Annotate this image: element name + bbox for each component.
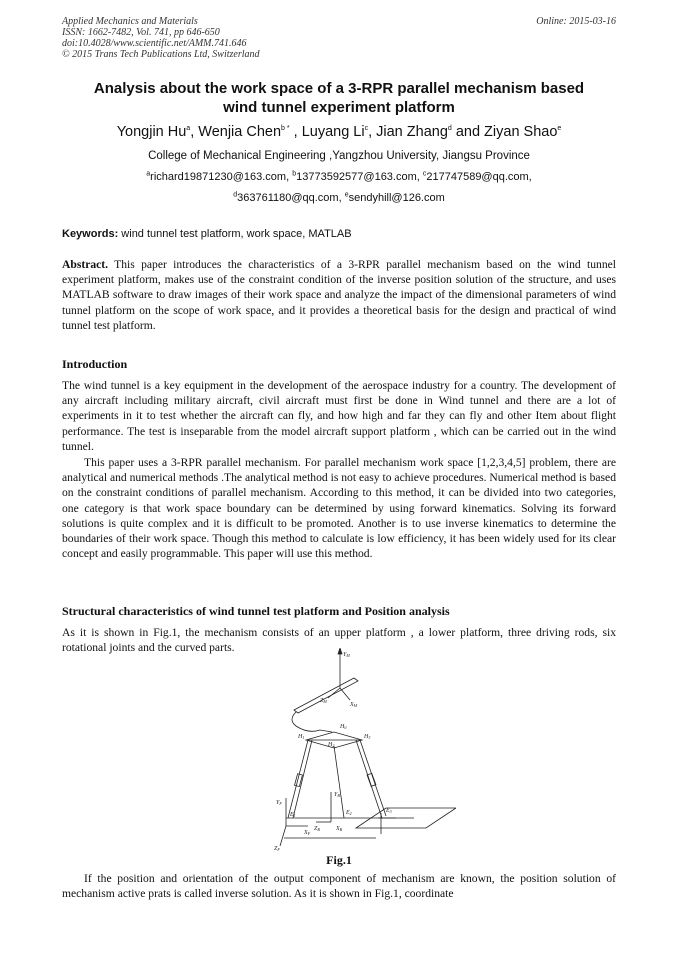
label-e2: E2 (346, 810, 352, 816)
label-h2: H2 (328, 742, 335, 748)
author-sep: , (289, 124, 302, 140)
label-xb: XB (336, 826, 343, 832)
label-yf: YF (276, 800, 282, 806)
model-rod (294, 678, 358, 713)
rod-3 (360, 740, 386, 816)
label-e1: E1 (290, 812, 296, 818)
author-sup: a (186, 125, 191, 133)
keywords-label: Keywords: (62, 228, 119, 240)
email-line-2 (62, 192, 616, 204)
label-zm: ZM (320, 698, 327, 704)
label-ym: YM (343, 652, 350, 658)
zm-axis (328, 688, 340, 698)
label-zf: ZF (274, 846, 280, 852)
author-name: Ziyan Shao (484, 124, 558, 140)
paper-title (62, 79, 616, 117)
abstract-label: Abstract. (62, 258, 109, 271)
affiliation: College of Mechanical Engineering ,Yangzhou University, Jiangsu Province (148, 150, 530, 162)
author-name: Luyang Li (301, 124, 365, 140)
rod-1 (288, 740, 308, 818)
introduction-paragraph-1: The wind tunnel is a key equipment in the development of the aerospace industry for a country. The development of any aircraft including military aircraft, civil aircraft must first be done in Wind tunnel and there are a lot of experiments in it to test whether the aircraft can fly, and how high and far they can fly and other Item about flight performance. The test is inseparable from the model aircraft support platform , which can be carried out in the wind tunnel. (62, 379, 616, 453)
doi: doi:10.4028/www.scientific.net/AMM.741.646 (62, 38, 247, 49)
author-sep: and (451, 124, 485, 140)
abstract-text: This paper introduces the characteristics of a 3-RPR parallel mechanism based on the wind tunnel experiment platform, makes use of the constraint condition of the inverse position solution of the structure, and uses MATLAB software to draw images of their work space and analyze the impact of the dimensional parameters of wind tunnel platform on the scope of work space, and it provides a theoretical basis for the design and practical of wind tunnel test platform. (62, 258, 616, 332)
author-sep: , (190, 124, 199, 140)
label-h0: H0 (340, 724, 347, 730)
zf-axis (280, 826, 286, 846)
label-e3: E3 (386, 808, 392, 814)
journal-header (62, 16, 260, 60)
xm-axis (340, 688, 350, 700)
email-sup: c (422, 170, 427, 178)
title-line-2: wind tunnel experiment platform (223, 99, 455, 116)
structural-heading: Structural characteristics of wind tunnel test platform and Position analysis (62, 604, 450, 618)
email[interactable]: richard19871230@163.com, (150, 171, 293, 183)
mechanism-figure (236, 648, 456, 852)
label-zb: ZB (314, 826, 320, 832)
curved-part (292, 712, 332, 732)
introduction-heading: Introduction (62, 357, 128, 371)
label-yb: YB (334, 792, 340, 798)
author-sep: , (368, 124, 377, 140)
author-list (62, 124, 616, 140)
author-name: Jian Zhang (376, 124, 448, 140)
label-xm: XM (350, 702, 358, 708)
title-line-1: Analysis about the work space of a 3-RPR parallel mechanism based (93, 80, 585, 97)
email-sup: e (344, 191, 349, 199)
email-line-1 (62, 171, 616, 183)
email[interactable]: 217747589@qq.com, (426, 171, 532, 183)
email[interactable]: sendyhill@126.com (348, 192, 445, 204)
keywords (62, 228, 616, 240)
position-paragraph: If the position and orientation of the output component of mechanism are known, the position solution of mechanism active prats is called inverse solution. As it is shown in Fig.1, coordinate (62, 872, 616, 901)
introduction-paragraph-2: This paper uses a 3-RPR parallel mechanism. For parallel mechanism work space [1,2,3,4,5] problem, there are analytical and numerical methods .The analytical method is not easy to achieve procedures. Numerical method is based on the constraint conditions of parallel mechanism. According to this method, it can be divided into two categories, one category is that work space boundary can be determined by using forward kinematics. Solving its forward solutions is quite complex and it is difficult to be promoted. Another is to use inverse kinematics to determine the boundaries of their work space. Though this method to calculate is low efficiency, it has been widely used for its clear concept and easily programmable. This paper will use this method. (62, 456, 616, 561)
figure-caption: Fig.1 (326, 853, 352, 867)
online-date: Online: 2015-03-16 (536, 16, 616, 27)
author-name: Yongjin Hu (116, 124, 187, 140)
label-h1: H1 (298, 734, 305, 740)
structural-paragraph: As it is shown in Fig.1, the mechanism consists of an upper platform , a lower platform, three driving rods, six rotational joints and the curved parts. (62, 626, 616, 655)
email-sup: b (292, 170, 297, 178)
label-h3: H3 (364, 734, 371, 740)
author-sup: e (557, 125, 562, 133)
issn: ISSN: 1662-7482, Vol. 741, pp 646-650 (62, 27, 220, 38)
journal-name: Applied Mechanics and Materials (62, 16, 198, 27)
label-xf: XF (304, 830, 311, 836)
email[interactable]: 13773592577@163.com, (296, 171, 423, 183)
copyright: © 2015 Trans Tech Publications Ltd, Switzerland (62, 49, 260, 60)
rod-3b (356, 740, 382, 818)
actuator-3 (367, 773, 376, 786)
rod-2 (334, 746, 344, 818)
abstract (62, 257, 616, 333)
author-sup: c (364, 125, 369, 133)
email-sup: a (146, 170, 151, 178)
author-name: Wenjia Chen (198, 124, 282, 140)
author-sup: b * (281, 125, 290, 133)
email[interactable]: 363761180@qq.com, (237, 192, 345, 204)
ym-arrow (338, 648, 342, 654)
email-sup: d (233, 191, 238, 199)
author-sup: d (447, 125, 452, 133)
keywords-text: wind tunnel test platform, work space, MATLAB (118, 228, 352, 240)
